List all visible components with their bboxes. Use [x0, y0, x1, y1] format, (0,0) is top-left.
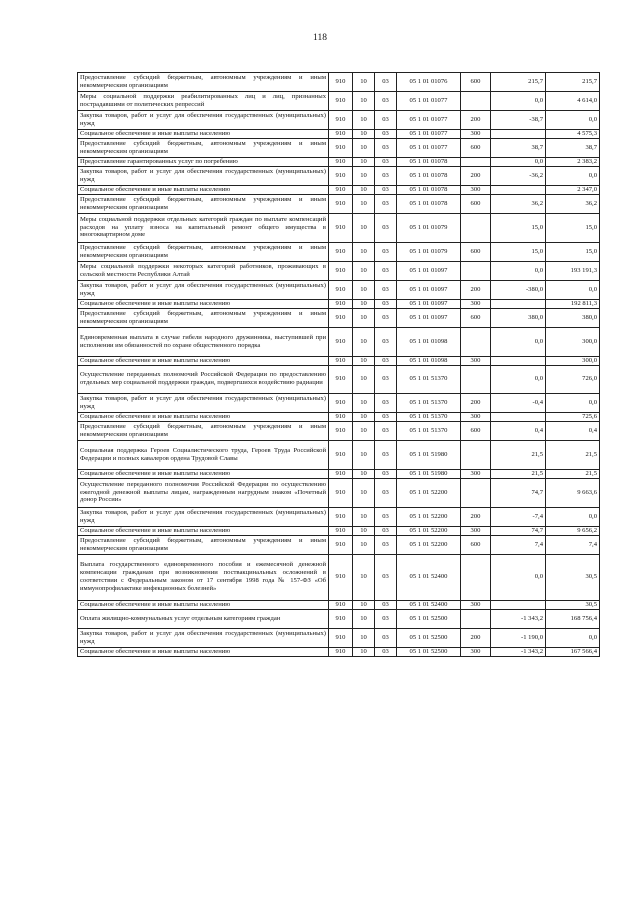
- row-target-code: 05 1 01 01098: [397, 356, 461, 365]
- row-subsection: 03: [375, 73, 397, 92]
- row-expense-type: 600: [461, 535, 491, 554]
- row-total: 0,0: [546, 394, 600, 413]
- row-expense-type: 300: [461, 647, 491, 656]
- table-row: [78, 261, 600, 280]
- row-total: 38,7: [546, 138, 600, 157]
- row-name: Осуществление переданного полномочия Российской Федерации по осуществлению ежегодной денежной выплаты лицам, награжденным нагрудным знаком «Почетный донор России»: [78, 478, 329, 507]
- row-target-code: 05 1 01 01078: [397, 157, 461, 166]
- table-row: [78, 356, 600, 365]
- row-ved: 910: [329, 327, 353, 356]
- table-row: [78, 185, 600, 194]
- row-target-code: 05 1 01 51370: [397, 422, 461, 441]
- row-ved: 910: [329, 138, 353, 157]
- row-subsection: 03: [375, 213, 397, 242]
- row-change: 74,7: [491, 526, 546, 535]
- row-change: [491, 356, 546, 365]
- row-section: 10: [353, 413, 375, 422]
- row-section: 10: [353, 129, 375, 138]
- row-total: 21,5: [546, 469, 600, 478]
- row-section: 10: [353, 526, 375, 535]
- row-subsection: 03: [375, 422, 397, 441]
- row-target-code: 05 1 01 01079: [397, 242, 461, 261]
- table-row: [78, 647, 600, 656]
- table-row: [78, 129, 600, 138]
- row-name: Предоставление гарантированных услуг по погребению: [78, 157, 329, 166]
- row-target-code: 05 1 01 01098: [397, 327, 461, 356]
- row-name: Социальное обеспечение и иные выплаты населению: [78, 129, 329, 138]
- row-section: 10: [353, 261, 375, 280]
- row-section: 10: [353, 194, 375, 213]
- row-section: 10: [353, 280, 375, 299]
- row-target-code: 05 1 01 01077: [397, 129, 461, 138]
- table-row: [78, 469, 600, 478]
- row-total: 30,5: [546, 554, 600, 600]
- table-row: [78, 600, 600, 609]
- table-row: [78, 413, 600, 422]
- row-change: 0,0: [491, 261, 546, 280]
- row-change: [491, 185, 546, 194]
- row-name: Предоставление субсидий бюджетным, автономным учреждениям и иным некоммерческим организациям: [78, 422, 329, 441]
- table-row: [78, 422, 600, 441]
- row-target-code: 05 1 01 01077: [397, 138, 461, 157]
- row-subsection: 03: [375, 242, 397, 261]
- row-section: 10: [353, 554, 375, 600]
- row-name: Закупка товаров, работ и услуг для обеспечения государственных (муниципальных) нужд: [78, 280, 329, 299]
- row-total: 30,5: [546, 600, 600, 609]
- row-change: -1 343,2: [491, 647, 546, 656]
- row-ved: 910: [329, 185, 353, 194]
- row-expense-type: 200: [461, 166, 491, 185]
- row-subsection: 03: [375, 327, 397, 356]
- row-subsection: 03: [375, 308, 397, 327]
- row-subsection: 03: [375, 138, 397, 157]
- row-section: 10: [353, 91, 375, 110]
- row-ved: 910: [329, 600, 353, 609]
- row-name: Социальная поддержка Героев Социалистического труда, Героев Труда Российской Федерации и полных кавалеров ордена Трудовой Славы: [78, 441, 329, 470]
- row-expense-type: [461, 327, 491, 356]
- table-row: [78, 554, 600, 600]
- row-change: -7,4: [491, 507, 546, 526]
- row-name: Предоставление субсидий бюджетным, автономным учреждениям и иным некоммерческим организациям: [78, 194, 329, 213]
- row-total: 4 614,0: [546, 91, 600, 110]
- row-name: Социальное обеспечение и иные выплаты населению: [78, 185, 329, 194]
- row-subsection: 03: [375, 554, 397, 600]
- row-target-code: 05 1 01 01076: [397, 73, 461, 92]
- row-total: 0,0: [546, 507, 600, 526]
- row-section: 10: [353, 356, 375, 365]
- row-expense-type: [461, 157, 491, 166]
- row-expense-type: 600: [461, 73, 491, 92]
- row-subsection: 03: [375, 194, 397, 213]
- row-total: 193 191,3: [546, 261, 600, 280]
- table-row: [78, 628, 600, 647]
- row-section: 10: [353, 138, 375, 157]
- row-subsection: 03: [375, 535, 397, 554]
- table-row: [78, 535, 600, 554]
- row-expense-type: 600: [461, 422, 491, 441]
- row-expense-type: 300: [461, 185, 491, 194]
- row-name: Социальное обеспечение и иные выплаты населению: [78, 600, 329, 609]
- row-total: 7,4: [546, 535, 600, 554]
- table-row: [78, 166, 600, 185]
- row-name: Социальное обеспечение и иные выплаты населению: [78, 413, 329, 422]
- row-change: -0,4: [491, 394, 546, 413]
- row-section: 10: [353, 308, 375, 327]
- table-row: [78, 73, 600, 92]
- row-section: 10: [353, 628, 375, 647]
- row-target-code: 05 1 01 52500: [397, 628, 461, 647]
- page-number: 118: [313, 33, 327, 43]
- table-row: [78, 194, 600, 213]
- row-name: Закупка товаров, работ и услуг для обеспечения государственных (муниципальных) нужд: [78, 110, 329, 129]
- row-total: 300,0: [546, 356, 600, 365]
- row-target-code: 05 1 01 01097: [397, 299, 461, 308]
- row-section: 10: [353, 157, 375, 166]
- row-target-code: 05 1 01 51370: [397, 413, 461, 422]
- row-expense-type: 300: [461, 469, 491, 478]
- row-section: 10: [353, 647, 375, 656]
- row-expense-type: [461, 478, 491, 507]
- row-total: 2 383,2: [546, 157, 600, 166]
- row-total: 0,0: [546, 280, 600, 299]
- row-expense-type: 600: [461, 138, 491, 157]
- row-total: 0,4: [546, 422, 600, 441]
- row-subsection: 03: [375, 110, 397, 129]
- table-row: [78, 242, 600, 261]
- row-expense-type: 200: [461, 507, 491, 526]
- row-subsection: 03: [375, 600, 397, 609]
- row-change: 380,0: [491, 308, 546, 327]
- row-change: -1 190,0: [491, 628, 546, 647]
- row-target-code: 05 1 01 52200: [397, 478, 461, 507]
- row-section: 10: [353, 110, 375, 129]
- row-total: 9 663,6: [546, 478, 600, 507]
- row-subsection: 03: [375, 91, 397, 110]
- row-ved: 910: [329, 365, 353, 394]
- row-ved: 910: [329, 73, 353, 92]
- row-target-code: 05 1 01 52200: [397, 507, 461, 526]
- row-change: -36,2: [491, 166, 546, 185]
- row-target-code: 05 1 01 01078: [397, 185, 461, 194]
- row-change: [491, 600, 546, 609]
- row-change: 15,0: [491, 242, 546, 261]
- row-name: Меры социальной поддержки отдельных категорий граждан по выплате компенсаций расходов на уплату взноса на капитальный ремонт общего имущества в многоквартирном доме: [78, 213, 329, 242]
- row-ved: 910: [329, 469, 353, 478]
- row-name: Социальное обеспечение и иные выплаты населению: [78, 299, 329, 308]
- budget-table: [77, 72, 600, 657]
- row-target-code: 05 1 01 52400: [397, 600, 461, 609]
- row-target-code: 05 1 01 01077: [397, 91, 461, 110]
- row-ved: 910: [329, 478, 353, 507]
- row-target-code: 05 1 01 01097: [397, 308, 461, 327]
- row-section: 10: [353, 478, 375, 507]
- row-ved: 910: [329, 526, 353, 535]
- row-subsection: 03: [375, 280, 397, 299]
- row-ved: 910: [329, 166, 353, 185]
- row-name: Оплата жилищно-коммунальных услуг отдельным категориям граждан: [78, 609, 329, 628]
- row-total: 726,0: [546, 365, 600, 394]
- row-name: Предоставление субсидий бюджетным, автономным учреждениям и иным некоммерческим организациям: [78, 73, 329, 92]
- row-ved: 910: [329, 299, 353, 308]
- row-name: Единовременная выплата в случае гибели народного дружинника, выступившей при исполнении им обязанностей по охране общественного порядка: [78, 327, 329, 356]
- row-total: 21,5: [546, 441, 600, 470]
- row-expense-type: 300: [461, 299, 491, 308]
- table-row: [78, 507, 600, 526]
- row-target-code: 05 1 01 01097: [397, 261, 461, 280]
- table-row: [78, 299, 600, 308]
- row-expense-type: 200: [461, 628, 491, 647]
- row-section: 10: [353, 600, 375, 609]
- table-row: [78, 609, 600, 628]
- row-name: Выплата государственного единовременного пособия и ежемесячной денежной компенсации гражданам при возникновении поствакцинальных осложнений в соответствии с Федеральным законом от 17 сентября 1998 года № 157-ФЗ «Об иммунопрофилактике инфекционных болезней»: [78, 554, 329, 600]
- row-ved: 910: [329, 554, 353, 600]
- row-target-code: 05 1 01 52400: [397, 554, 461, 600]
- row-subsection: 03: [375, 469, 397, 478]
- row-subsection: 03: [375, 628, 397, 647]
- row-target-code: 05 1 01 01079: [397, 213, 461, 242]
- row-ved: 910: [329, 129, 353, 138]
- row-name: Закупка товаров, работ и услуг для обеспечения государственных (муниципальных) нужд: [78, 394, 329, 413]
- row-change: 0,0: [491, 157, 546, 166]
- row-name: Меры социальной поддержки реабилитированных лиц и лиц, признанных пострадавшими от политических репрессий: [78, 91, 329, 110]
- table-row: [78, 138, 600, 157]
- row-ved: 910: [329, 157, 353, 166]
- row-section: 10: [353, 535, 375, 554]
- row-total: 36,2: [546, 194, 600, 213]
- row-total: 380,0: [546, 308, 600, 327]
- row-total: 9 656,2: [546, 526, 600, 535]
- row-ved: 910: [329, 308, 353, 327]
- row-expense-type: 200: [461, 394, 491, 413]
- row-expense-type: [461, 554, 491, 600]
- table-row: [78, 526, 600, 535]
- row-total: 168 756,4: [546, 609, 600, 628]
- table-row: [78, 327, 600, 356]
- row-total: 300,0: [546, 327, 600, 356]
- row-section: 10: [353, 213, 375, 242]
- row-change: [491, 129, 546, 138]
- row-subsection: 03: [375, 478, 397, 507]
- row-subsection: 03: [375, 441, 397, 470]
- table-row: [78, 394, 600, 413]
- row-total: 0,0: [546, 628, 600, 647]
- row-subsection: 03: [375, 647, 397, 656]
- row-name: Предоставление субсидий бюджетным, автономным учреждениям и иным некоммерческим организациям: [78, 308, 329, 327]
- row-change: 38,7: [491, 138, 546, 157]
- row-ved: 910: [329, 110, 353, 129]
- row-change: 36,2: [491, 194, 546, 213]
- row-section: 10: [353, 365, 375, 394]
- row-expense-type: [461, 365, 491, 394]
- row-ved: 910: [329, 609, 353, 628]
- row-subsection: 03: [375, 299, 397, 308]
- row-section: 10: [353, 469, 375, 478]
- row-subsection: 03: [375, 261, 397, 280]
- table-row: [78, 213, 600, 242]
- table-row: [78, 280, 600, 299]
- row-change: -1 343,2: [491, 609, 546, 628]
- row-change: 0,4: [491, 422, 546, 441]
- row-ved: 910: [329, 261, 353, 280]
- row-name: Закупка товаров, работ и услуг для обеспечения государственных (муниципальных) нужд: [78, 166, 329, 185]
- row-section: 10: [353, 441, 375, 470]
- row-expense-type: 600: [461, 308, 491, 327]
- row-expense-type: 300: [461, 413, 491, 422]
- row-subsection: 03: [375, 526, 397, 535]
- row-name: Социальное обеспечение и иные выплаты населению: [78, 647, 329, 656]
- row-total: 2 347,0: [546, 185, 600, 194]
- row-ved: 910: [329, 507, 353, 526]
- row-subsection: 03: [375, 394, 397, 413]
- table-row: [78, 441, 600, 470]
- row-expense-type: 300: [461, 129, 491, 138]
- row-section: 10: [353, 185, 375, 194]
- row-total: 4 575,3: [546, 129, 600, 138]
- table-row: [78, 157, 600, 166]
- row-name: Меры социальной поддержки некоторых категорий работников, проживающих в сельской местности Республики Алтай: [78, 261, 329, 280]
- row-subsection: 03: [375, 507, 397, 526]
- row-change: -380,0: [491, 280, 546, 299]
- row-change: 215,7: [491, 73, 546, 92]
- row-expense-type: [461, 441, 491, 470]
- row-section: 10: [353, 299, 375, 308]
- row-expense-type: 300: [461, 600, 491, 609]
- row-total: 15,0: [546, 213, 600, 242]
- row-subsection: 03: [375, 609, 397, 628]
- row-name: Предоставление субсидий бюджетным, автономным учреждениям и иным некоммерческим организациям: [78, 242, 329, 261]
- row-ved: 910: [329, 91, 353, 110]
- row-total: 192 811,3: [546, 299, 600, 308]
- row-target-code: 05 1 01 52200: [397, 526, 461, 535]
- row-ved: 910: [329, 280, 353, 299]
- row-change: 15,0: [491, 213, 546, 242]
- row-expense-type: [461, 261, 491, 280]
- row-section: 10: [353, 242, 375, 261]
- row-change: 7,4: [491, 535, 546, 554]
- row-change: 0,0: [491, 365, 546, 394]
- row-name: Закупка товаров, работ и услуг для обеспечения государственных (муниципальных) нужд: [78, 507, 329, 526]
- row-name: Социальное обеспечение и иные выплаты населению: [78, 526, 329, 535]
- row-expense-type: 200: [461, 110, 491, 129]
- row-total: 15,0: [546, 242, 600, 261]
- row-expense-type: 300: [461, 526, 491, 535]
- row-section: 10: [353, 166, 375, 185]
- row-ved: 910: [329, 422, 353, 441]
- row-ved: 910: [329, 242, 353, 261]
- table-row: [78, 91, 600, 110]
- row-section: 10: [353, 327, 375, 356]
- row-expense-type: [461, 609, 491, 628]
- row-subsection: 03: [375, 365, 397, 394]
- row-name: Осуществление переданных полномочий Российской Федерации по предоставлению отдельных мер социальной поддержки граждан, подвергшихся воздействию радиации: [78, 365, 329, 394]
- row-target-code: 05 1 01 51980: [397, 441, 461, 470]
- row-name: Предоставление субсидий бюджетным, автономным учреждениям и иным некоммерческим организациям: [78, 138, 329, 157]
- row-target-code: 05 1 01 01078: [397, 166, 461, 185]
- row-ved: 910: [329, 628, 353, 647]
- row-expense-type: 600: [461, 194, 491, 213]
- row-ved: 910: [329, 441, 353, 470]
- row-name: Закупка товаров, работ и услуг для обеспечения государственных (муниципальных) нужд: [78, 628, 329, 647]
- row-target-code: 05 1 01 51980: [397, 469, 461, 478]
- row-ved: 910: [329, 356, 353, 365]
- row-expense-type: [461, 213, 491, 242]
- row-ved: 910: [329, 194, 353, 213]
- row-subsection: 03: [375, 413, 397, 422]
- row-section: 10: [353, 507, 375, 526]
- row-name: Предоставление субсидий бюджетным, автономным учреждениям и иным некоммерческим организациям: [78, 535, 329, 554]
- table-body: [78, 73, 600, 657]
- row-change: 0,0: [491, 327, 546, 356]
- row-expense-type: 600: [461, 242, 491, 261]
- row-subsection: 03: [375, 356, 397, 365]
- row-change: [491, 299, 546, 308]
- row-subsection: 03: [375, 185, 397, 194]
- table-row: [78, 308, 600, 327]
- row-target-code: 05 1 01 52500: [397, 647, 461, 656]
- row-expense-type: 300: [461, 356, 491, 365]
- row-target-code: 05 1 01 01077: [397, 110, 461, 129]
- row-name: Социальное обеспечение и иные выплаты населению: [78, 469, 329, 478]
- row-target-code: 05 1 01 01078: [397, 194, 461, 213]
- row-section: 10: [353, 422, 375, 441]
- row-ved: 910: [329, 413, 353, 422]
- row-name: Социальное обеспечение и иные выплаты населению: [78, 356, 329, 365]
- row-change: 21,5: [491, 469, 546, 478]
- table-row: [78, 478, 600, 507]
- row-ved: 910: [329, 213, 353, 242]
- table-row: [78, 365, 600, 394]
- row-expense-type: [461, 91, 491, 110]
- row-section: 10: [353, 394, 375, 413]
- row-change: 21,5: [491, 441, 546, 470]
- row-change: -38,7: [491, 110, 546, 129]
- row-target-code: 05 1 01 51370: [397, 365, 461, 394]
- row-change: 0,0: [491, 91, 546, 110]
- row-total: 167 566,4: [546, 647, 600, 656]
- row-section: 10: [353, 609, 375, 628]
- row-target-code: 05 1 01 51370: [397, 394, 461, 413]
- row-change: [491, 413, 546, 422]
- row-total: 725,6: [546, 413, 600, 422]
- row-target-code: 05 1 01 01097: [397, 280, 461, 299]
- row-expense-type: 200: [461, 280, 491, 299]
- row-section: 10: [353, 73, 375, 92]
- row-subsection: 03: [375, 129, 397, 138]
- row-total: 0,0: [546, 166, 600, 185]
- row-subsection: 03: [375, 166, 397, 185]
- row-target-code: 05 1 01 52200: [397, 535, 461, 554]
- table-row: [78, 110, 600, 129]
- row-ved: 910: [329, 647, 353, 656]
- row-total: 215,7: [546, 73, 600, 92]
- row-change: 0,0: [491, 554, 546, 600]
- row-ved: 910: [329, 394, 353, 413]
- row-target-code: 05 1 01 52500: [397, 609, 461, 628]
- row-total: 0,0: [546, 110, 600, 129]
- row-subsection: 03: [375, 157, 397, 166]
- row-change: 74,7: [491, 478, 546, 507]
- row-ved: 910: [329, 535, 353, 554]
